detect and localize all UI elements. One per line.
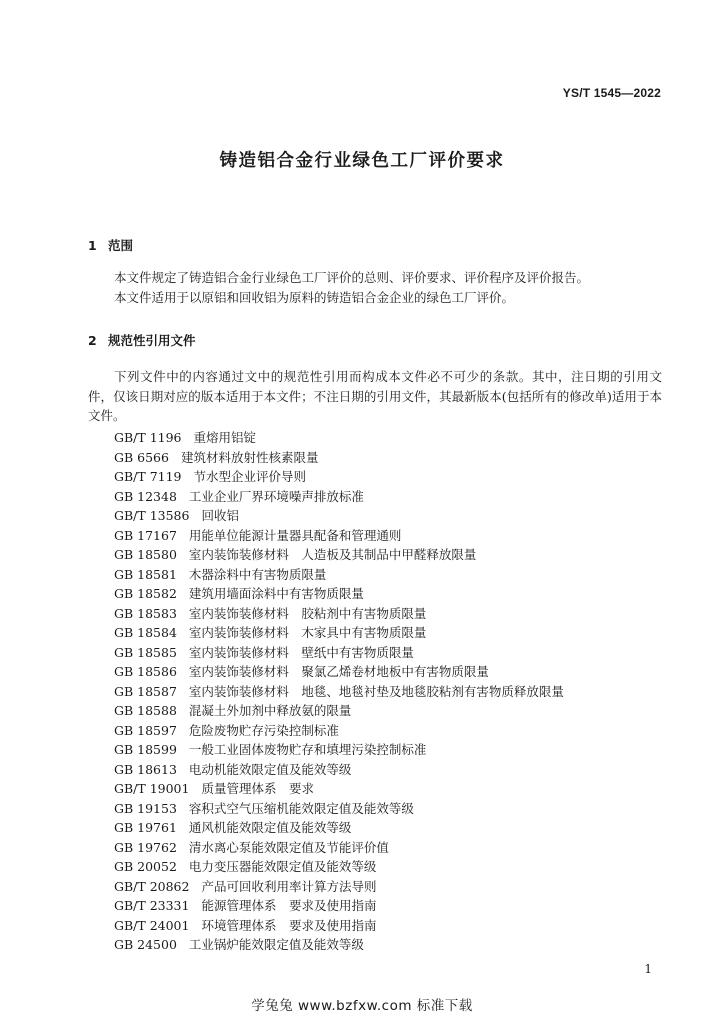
reference-item <box>114 428 564 448</box>
section-2-title: 规范性引用文件 <box>108 333 196 348</box>
reference-title: 一般工业固体废物贮存和填埋污染控制标准 <box>188 742 427 757</box>
reference-title: 重熔用铝锭 <box>193 430 257 445</box>
reference-title: 回收铝 <box>201 508 239 523</box>
reference-title: 工业锅炉能效限定值及能效等级 <box>188 937 364 952</box>
reference-code: GB 18584 <box>114 625 177 640</box>
reference-item <box>114 623 564 643</box>
reference-item <box>114 467 564 487</box>
reference-item <box>114 526 564 546</box>
section-1-paragraph-2: 本文件适用于以原铝和回收铝为原料的铸造铝合金企业的绿色工厂评价。 <box>114 290 515 305</box>
reference-item <box>114 740 564 760</box>
reference-title: 建筑材料放射性核素限量 <box>180 449 319 465</box>
section-1-title: 范围 <box>108 238 134 253</box>
reference-item <box>114 857 564 877</box>
reference-item <box>114 545 564 565</box>
reference-title: 室内装饰装修材料 地毯、地毯衬垫及地毯胶粘剂有害物质释放限量 <box>188 683 564 699</box>
reference-code: GB 18585 <box>114 644 177 660</box>
reference-code: GB 18599 <box>114 742 177 757</box>
standard-code: YS/T 1545—2022 <box>562 86 661 100</box>
reference-title: 混凝土外加剂中释放氨的限量 <box>188 703 352 718</box>
reference-item <box>114 584 564 604</box>
reference-code: GB 19153 <box>114 800 177 816</box>
reference-title: 清水离心泵能效限定值及节能评价值 <box>188 839 389 855</box>
reference-title: 环境管理体系 要求及使用指南 <box>201 917 377 933</box>
reference-code: GB 19761 <box>114 820 177 835</box>
reference-title: 室内装饰装修材料 聚氯乙烯卷材地板中有害物质限量 <box>188 664 489 679</box>
reference-title: 建筑用墙面涂料中有害物质限量 <box>188 586 364 601</box>
reference-code: GB 20052 <box>114 859 177 874</box>
reference-item <box>114 935 564 955</box>
reference-code: GB 18581 <box>114 566 177 582</box>
reference-item <box>114 760 564 780</box>
reference-item <box>114 506 564 526</box>
reference-code: GB 18613 <box>114 761 177 777</box>
reference-item <box>114 799 564 819</box>
reference-item <box>114 448 564 468</box>
reference-title: 室内装饰装修材料 人造板及其制品中甲醛释放限量 <box>188 547 477 562</box>
document-title: 铸造铝合金行业绿色工厂评价要求 <box>219 151 505 171</box>
reference-title: 危险废物贮存污染控制标准 <box>188 722 339 738</box>
section-1-paragraph-1: 本文件规定了铸造铝合金行业绿色工厂评价的总则、评价要求、评价程序及评价报告。 <box>114 270 590 285</box>
page-number: 1 <box>644 962 652 976</box>
reference-title: 质量管理体系 要求 <box>201 781 314 796</box>
reference-item <box>114 877 564 897</box>
reference-code: GB/T 1196 <box>114 430 182 445</box>
section-1-number: 1 <box>88 238 97 253</box>
reference-code: GB/T 7119 <box>114 469 182 484</box>
reference-title: 容积式空气压缩机能效限定值及能效等级 <box>188 800 414 816</box>
reference-title: 木器涂料中有害物质限量 <box>188 566 327 582</box>
reference-title: 能源管理体系 要求及使用指南 <box>201 898 377 913</box>
reference-list <box>114 428 564 955</box>
reference-code: GB 6566 <box>114 449 169 465</box>
section-2-number: 2 <box>88 333 97 348</box>
reference-code: GB 18588 <box>114 703 177 718</box>
reference-item <box>114 682 564 702</box>
reference-item <box>114 721 564 741</box>
reference-title: 室内装饰装修材料 壁纸中有害物质限量 <box>188 644 414 660</box>
reference-item <box>114 662 564 682</box>
reference-code: GB 17167 <box>114 527 177 543</box>
reference-code: GB 18587 <box>114 683 177 699</box>
reference-title: 电力变压器能效限定值及能效等级 <box>188 859 377 874</box>
reference-code: GB/T 23331 <box>114 898 190 913</box>
reference-title: 室内装饰装修材料 胶粘剂中有害物质限量 <box>188 605 427 621</box>
reference-code: GB/T 20862 <box>114 878 190 894</box>
reference-code: GB 18582 <box>114 586 177 601</box>
section-1-heading <box>88 236 133 254</box>
reference-title: 通风机能效限定值及能效等级 <box>188 820 352 835</box>
reference-item <box>114 896 564 916</box>
footer-watermark: 学兔兔 www.bzfxw.com 标准下载 <box>251 998 473 1014</box>
reference-item <box>114 604 564 624</box>
reference-item <box>114 818 564 838</box>
reference-code: GB 19762 <box>114 839 177 855</box>
reference-item <box>114 487 564 507</box>
reference-title: 电动机能效限定值及能效等级 <box>188 761 352 777</box>
reference-title: 工业企业厂界环境噪声排放标准 <box>188 488 364 504</box>
reference-item <box>114 779 564 799</box>
reference-title: 节水型企业评价导则 <box>193 469 307 484</box>
reference-title: 用能单位能源计量器具配备和管理通则 <box>188 527 402 543</box>
section-2-intro: 下列文件中的内容通过文中的规范性引用而构成本文件必不可少的条款。其中，注日期的引用文件，仅该日期对应的版本适用于本文件；不注日期的引用文件，其最新版本(包括所有的修改单)适用于本文件。 <box>88 369 662 423</box>
reference-code: GB/T 24001 <box>114 917 190 933</box>
reference-code: GB 12348 <box>114 488 177 504</box>
reference-code: GB 18583 <box>114 605 177 621</box>
reference-item <box>114 916 564 936</box>
reference-item <box>114 565 564 585</box>
reference-code: GB 24500 <box>114 937 177 952</box>
reference-title: 产品可回收利用率计算方法导则 <box>201 878 377 894</box>
reference-item <box>114 701 564 721</box>
reference-item <box>114 838 564 858</box>
reference-code: GB/T 19001 <box>114 781 190 796</box>
reference-code: GB/T 13586 <box>114 508 190 523</box>
reference-code: GB 18597 <box>114 722 177 738</box>
section-2-heading <box>88 331 196 349</box>
reference-item <box>114 643 564 663</box>
reference-code: GB 18586 <box>114 664 177 679</box>
reference-title: 室内装饰装修材料 木家具中有害物质限量 <box>188 625 427 640</box>
reference-code: GB 18580 <box>114 547 177 562</box>
